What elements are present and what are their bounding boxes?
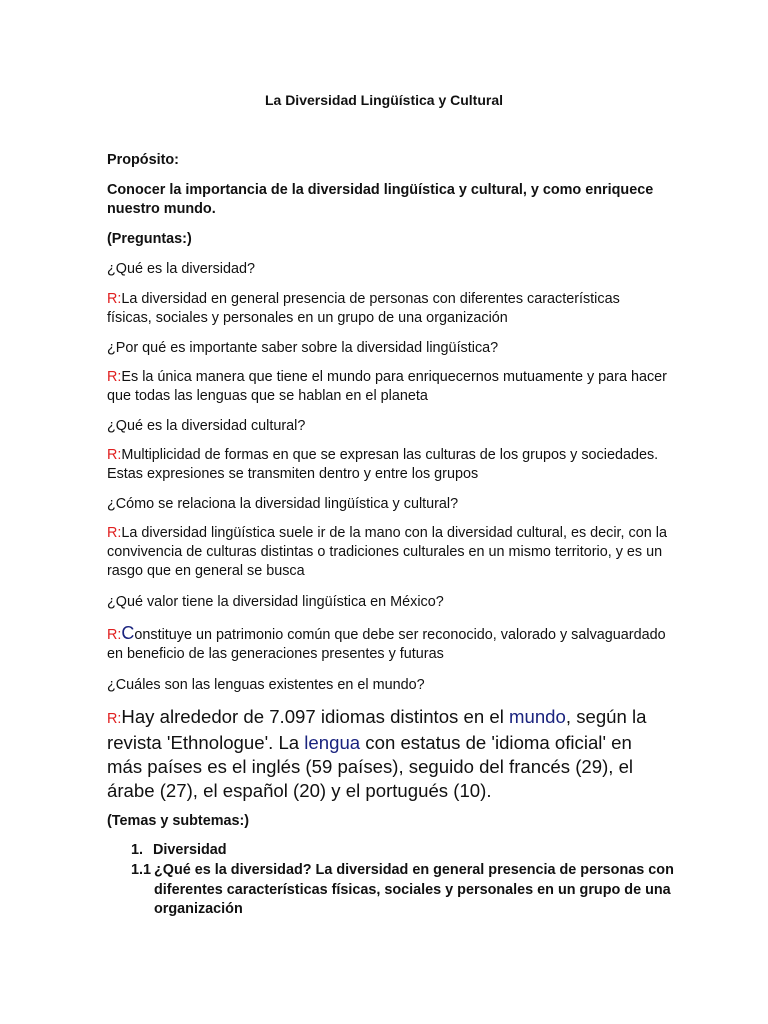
answer-prefix: R:: [107, 525, 122, 541]
answer-text-part2: , según la revista 'Ethnologue'. La: [107, 706, 647, 753]
question-4: ¿Cómo se relaciona la diversidad lingüística y cultural?: [107, 496, 459, 512]
answer-text: La diversidad lingüística suele ir de la mano con la diversidad cultural, es decir, con la convivencia de culturas distintas o tradiciones culturales en un mismo territorio, y es un rasgo que en general se busca: [107, 525, 667, 579]
topic-1-number: 1.: [131, 842, 144, 858]
link-lengua[interactable]: lengua: [304, 732, 361, 753]
answer-prefix: R:: [107, 369, 122, 385]
answer-2: [107, 368, 667, 406]
subtopic-1-1-number: 1.1: [131, 862, 152, 878]
topics-label: (Temas y subtemas:): [107, 813, 250, 829]
topic-1: [131, 841, 691, 860]
answer-4: [107, 524, 667, 581]
answer-prefix: R:: [107, 711, 122, 727]
answer-prefix: R:: [107, 291, 122, 307]
answer-prefix: R:: [107, 627, 122, 643]
question-3: ¿Qué es la diversidad cultural?: [107, 418, 306, 434]
purpose-text: Conocer la importancia de la diversidad lingüística y cultural, y como enriquece nuestro mundo.: [107, 182, 654, 217]
questions-label: (Preguntas:): [107, 231, 192, 247]
subtopic-1-1: ¿Qué es la diversidad? La diversidad en general presencia de personas con diferentes características físicas, sociales y personales en un grupo de una organización: [154, 862, 674, 917]
answer-3: [107, 446, 667, 484]
answer-initial: C: [121, 623, 135, 643]
answer-1: [107, 290, 667, 328]
answer-5: [107, 624, 667, 664]
link-mundo[interactable]: mundo: [509, 706, 566, 727]
question-5: ¿Qué valor tiene la diversidad lingüística en México?: [107, 594, 444, 610]
topic-1-label: Diversidad: [153, 842, 227, 858]
document-title: La Diversidad Lingüística y Cultural: [264, 92, 504, 108]
purpose-label: Propósito:: [107, 152, 179, 168]
question-1: ¿Qué es la diversidad?: [107, 261, 255, 277]
question-2: ¿Por qué es importante saber sobre la diversidad lingüística?: [107, 340, 499, 356]
answer-text-part3: con estatus de 'idioma oficial' en más países es el inglés (59 países), seguido del francés (29), el árabe (27), el español (20) y el portugués (10).: [107, 732, 634, 801]
answer-text: Es la única manera que tiene el mundo para enriquecernos mutuamente y para hacer que todas las lenguas que se hablan en el planeta: [107, 369, 667, 404]
answer-prefix: R:: [107, 447, 122, 463]
answer-text-part1: Hay alrededor de 7.097 idiomas distintos en el: [121, 706, 510, 727]
question-6: ¿Cuáles son las lenguas existentes en el mundo?: [107, 677, 425, 693]
answer-text: Multiplicidad de formas en que se expresan las culturas de los grupos y sociedades. Estas expresiones se transmiten dentro y entre los grupos: [107, 447, 659, 482]
answer-6: [107, 705, 662, 803]
answer-text: La diversidad en general presencia de personas con diferentes características físicas, sociales y personales en un grupo de una organización: [107, 291, 620, 326]
answer-text: onstituye un patrimonio común que debe ser reconocido, valorado y salvaguardado en beneficio de las generaciones presentes y futuras: [107, 627, 666, 662]
